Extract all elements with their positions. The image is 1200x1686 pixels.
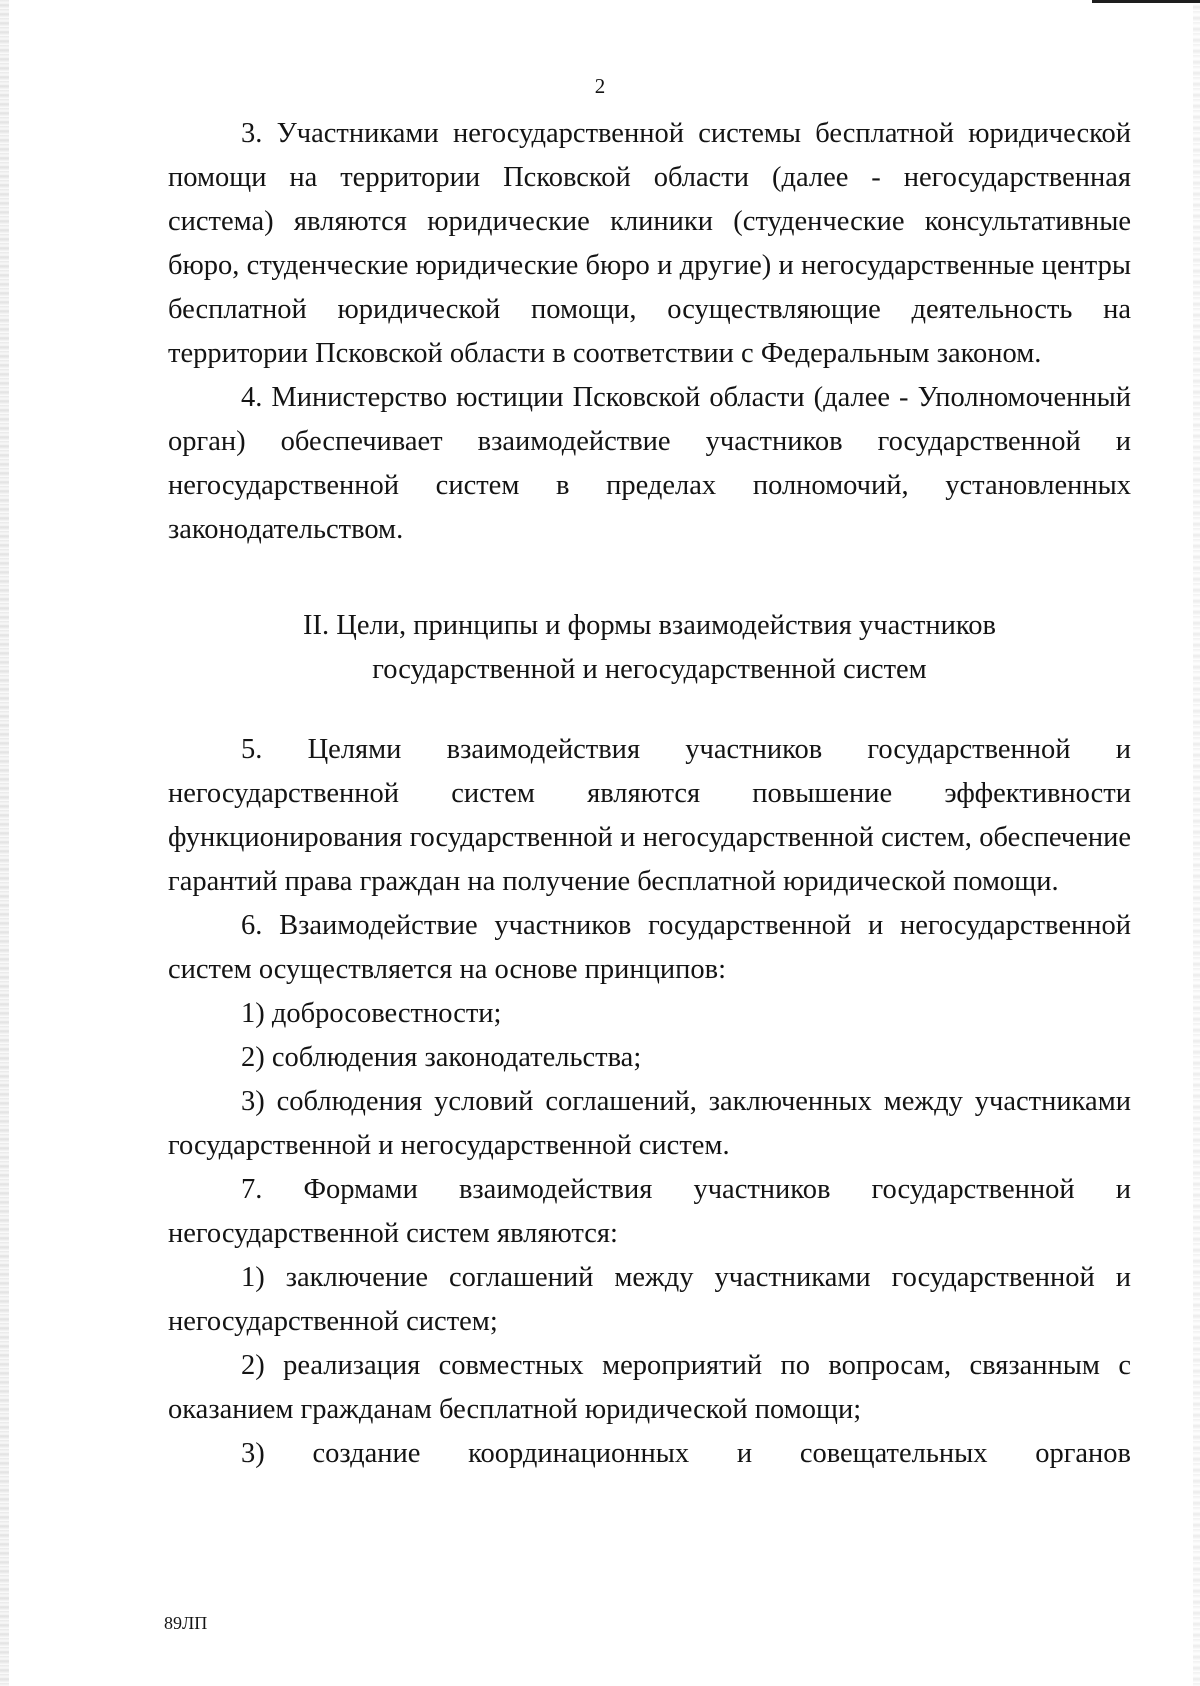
page-number: 2 — [594, 74, 606, 98]
section-2-heading-line-2: государственной и негосударственной систем — [372, 654, 927, 685]
paragraph-5: 5. Целями взаимодействия участников государственной и негосударственной систем являются повышение эффективности функционирования государственной и негосударственной систем, обеспечение гарантий права граждан на получение бесплатной юридической помощи. — [168, 734, 1131, 897]
scan-edge-right — [1193, 0, 1200, 1686]
form-1: 1) заключение соглашений между участниками государственной и негосударственной систем; — [168, 1262, 1131, 1337]
top-rule-line — [1092, 0, 1200, 3]
section-2-heading-line-1: II. Цели, принципы и формы взаимодействия участников — [303, 610, 996, 641]
paragraph-6: 6. Взаимодействие участников государственной и негосударственной систем осуществляется на основе принципов: — [168, 910, 1131, 985]
principle-1: 1) добросовестности; — [241, 998, 502, 1029]
section-2-heading — [168, 604, 1131, 692]
principle-3: 3) соблюдения условий соглашений, заключенных между участниками государственной и негосударственной систем. — [168, 1086, 1131, 1161]
section-1-text — [168, 112, 1131, 552]
section-2-text — [168, 728, 1131, 1476]
document-code: 89ЛП — [164, 1613, 208, 1633]
paragraph-3: 3. Участниками негосударственной системы бесплатной юридической помощи на территории Псковской области (далее - негосударственная система) являются юридические клиники (студенческие консультативные бюро, студенческие юридические бюро и другие) и негосударственные центры бесплатной юридической помощи, осуществляющие деятельность на территории Псковской области в соответствии с Федеральным законом. — [168, 118, 1131, 369]
form-2: 2) реализация совместных мероприятий по вопросам, связанным с оказанием гражданам бесплатной юридической помощи; — [168, 1350, 1131, 1425]
principle-2: 2) соблюдения законодательства; — [241, 1042, 642, 1073]
paragraph-4: 4. Министерство юстиции Псковской области (далее - Уполномоченный орган) обеспечивает взаимодействие участников государственной и негосударственной систем в пределах полномочий, установленных законодательством. — [168, 382, 1131, 545]
form-3: 3) создание координационных и совещательных органов — [241, 1438, 1131, 1469]
scan-edge-left — [0, 0, 9, 1686]
paragraph-7: 7. Формами взаимодействия участников государственной и негосударственной систем являются: — [168, 1174, 1131, 1249]
